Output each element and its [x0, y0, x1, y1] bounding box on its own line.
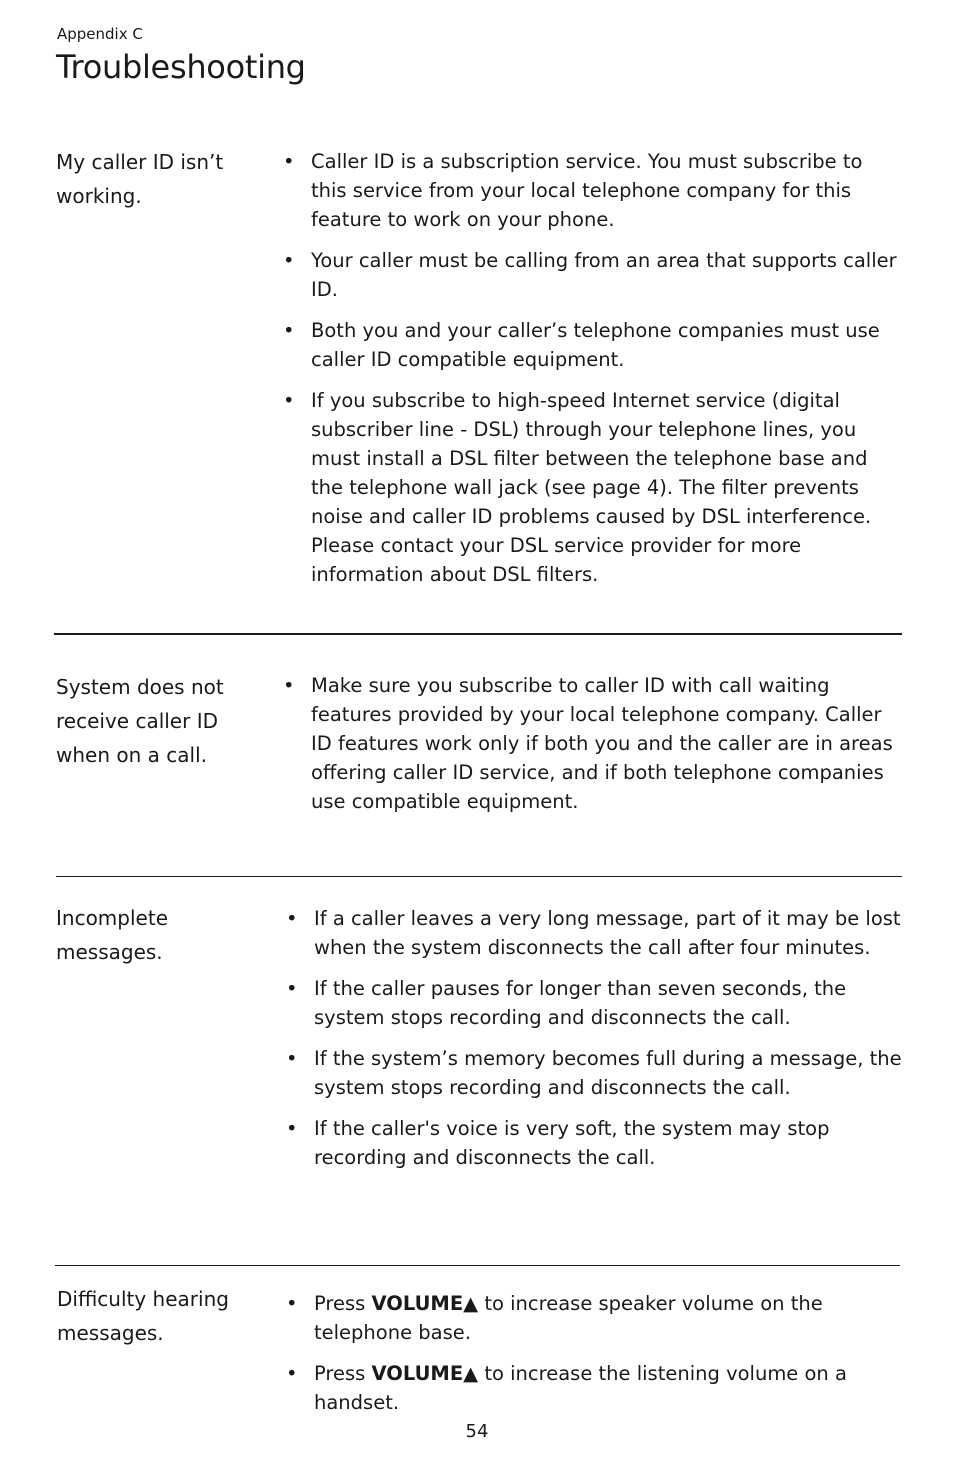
- solution-item: • If a caller leaves a very long message, part of it may be lost when the system disconnects the call after four minutes.: [286, 904, 906, 962]
- solution-item: • Caller ID is a subscription service. You must subscribe to this service from your local telephone company for this feature to work on your phone.: [283, 147, 903, 234]
- solution-text: Press: [314, 1292, 372, 1315]
- solution-item: • If the caller's voice is very soft, the system may stop recording and disconnects the call.: [286, 1114, 906, 1172]
- solution-item: • Both you and your caller’s telephone companies must use caller ID compatible equipment.: [283, 316, 903, 374]
- solution-text: to increase speaker volume on the telephone base.: [314, 1292, 823, 1344]
- solution-item: [286, 1289, 906, 1347]
- section-divider: [56, 876, 902, 877]
- solution-item: • If you subscribe to high-speed Internet service (digital subscriber line - DSL) through your telephone lines, you must install a DSL filter between the telephone base and the telephone wall jack (see page 4). The filter prevents noise and caller ID problems caused by DSL interference. Please contact your DSL service provider for more information about DSL filters.: [283, 386, 903, 589]
- problem-label: Incomplete messages.: [56, 906, 168, 964]
- volume-key-label: VOLUME▲: [371, 1292, 479, 1315]
- problem-label: Difficulty hearing messages.: [57, 1287, 229, 1345]
- solution-item: • If the system’s memory becomes full during a message, the system stops recording and disconnects the call.: [286, 1044, 906, 1102]
- solution-text: to increase the listening volume on a handset.: [314, 1362, 847, 1414]
- solution-list: [283, 147, 903, 601]
- problem-label: My caller ID isn’t working.: [56, 150, 224, 208]
- solution-item: • If the caller pauses for longer than seven seconds, the system stops recording and disconnects the call.: [286, 974, 906, 1032]
- solution-item: [286, 1359, 906, 1417]
- appendix-label: Appendix C: [57, 25, 143, 43]
- solution-list: [286, 904, 906, 1184]
- section-divider: [54, 633, 902, 635]
- solution-text: Press: [314, 1362, 372, 1385]
- problem-label: System does not receive caller ID when on a call.: [56, 675, 224, 767]
- page-number: 54: [465, 1421, 489, 1442]
- volume-key-label: VOLUME▲: [371, 1362, 479, 1385]
- page-title: Troubleshooting: [56, 48, 306, 86]
- solution-item: • Make sure you subscribe to caller ID with call waiting features provided by your local telephone company. Caller ID features work only if both you and the caller are in areas offering caller ID service, and if both telephone companies use compatible equipment.: [283, 671, 903, 816]
- section-divider: [55, 1265, 900, 1266]
- solution-item: • Your caller must be calling from an area that supports caller ID.: [283, 246, 903, 304]
- solution-list: [286, 1289, 906, 1429]
- solution-list: [283, 671, 903, 828]
